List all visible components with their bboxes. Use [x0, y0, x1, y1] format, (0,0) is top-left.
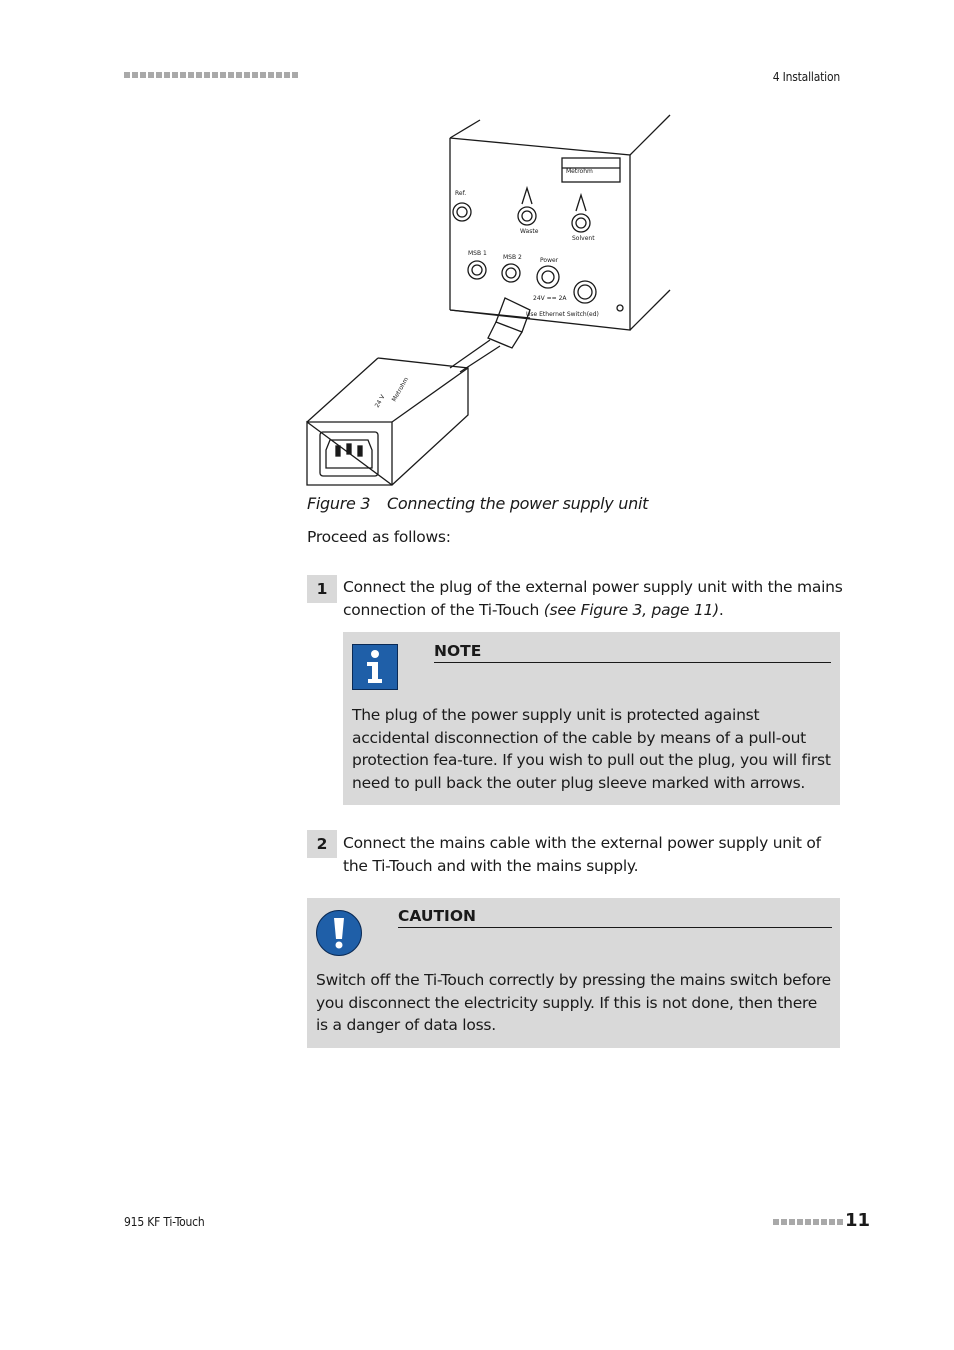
note-box: [343, 632, 840, 805]
svg-text:Power: Power: [540, 257, 559, 264]
svg-text:Metrohm: Metrohm: [566, 168, 593, 175]
svg-text:MSB 2: MSB 2: [503, 254, 522, 261]
step-number-1: 1: [307, 575, 337, 603]
svg-text:Solvent: Solvent: [572, 235, 595, 242]
caution-box: [307, 898, 840, 1048]
svg-text:Use Ethernet Switch(ed): Use Ethernet Switch(ed): [526, 311, 599, 318]
caution-title: CAUTION: [398, 907, 832, 928]
page-number: 11: [845, 1210, 871, 1231]
svg-text:24 V: 24 V: [373, 393, 387, 409]
figure-illustration: [300, 110, 680, 495]
svg-text:24V == 2A: 24V == 2A: [533, 295, 567, 302]
header-dots: [124, 72, 298, 78]
header-section-title: 4 Installation: [772, 70, 840, 84]
exclamation-icon: [316, 910, 362, 956]
figure-caption: [307, 494, 648, 513]
info-icon: [352, 644, 398, 690]
footer-product-name: 915 KF Ti-Touch: [124, 1215, 205, 1229]
step-1-instruction: Connect the plug of the external power supply unit with the mains connection of the Ti-Touch: [343, 578, 843, 619]
svg-text:MSB 1: MSB 1: [468, 250, 487, 257]
svg-text:Metrohm: Metrohm: [390, 376, 411, 403]
note-text: The plug of the power supply unit is protected against accidental disconnection of the cable by means of a pull-out protection fea-ture. If you wish to pull out the plug, you will first need to pull back the outer plug sleeve marked with arrows.: [352, 706, 831, 792]
step-1-figure-reference[interactable]: (see Figure 3, page 11): [543, 600, 719, 619]
step-1-tail: .: [718, 600, 724, 619]
footer-dots: [773, 1219, 843, 1225]
step-text-1: [343, 576, 843, 621]
caution-text: Switch off the Ti-Touch correctly by pressing the mains switch before you disconnect the electricity supply. If this is not done, then there is a danger of data loss.: [316, 971, 831, 1034]
intro-text: Proceed as follows:: [307, 528, 451, 546]
step-number-2: 2: [307, 830, 337, 858]
note-title: NOTE: [434, 642, 831, 663]
svg-text:Waste: Waste: [520, 228, 539, 235]
figure-number: Figure 3: [307, 494, 371, 513]
step-text-2: Connect the mains cable with the external power supply unit of the Ti-Touch and with the mains supply.: [343, 834, 821, 875]
figure-title: Connecting the power supply unit: [387, 494, 649, 513]
svg-text:Ref.: Ref.: [455, 190, 467, 197]
